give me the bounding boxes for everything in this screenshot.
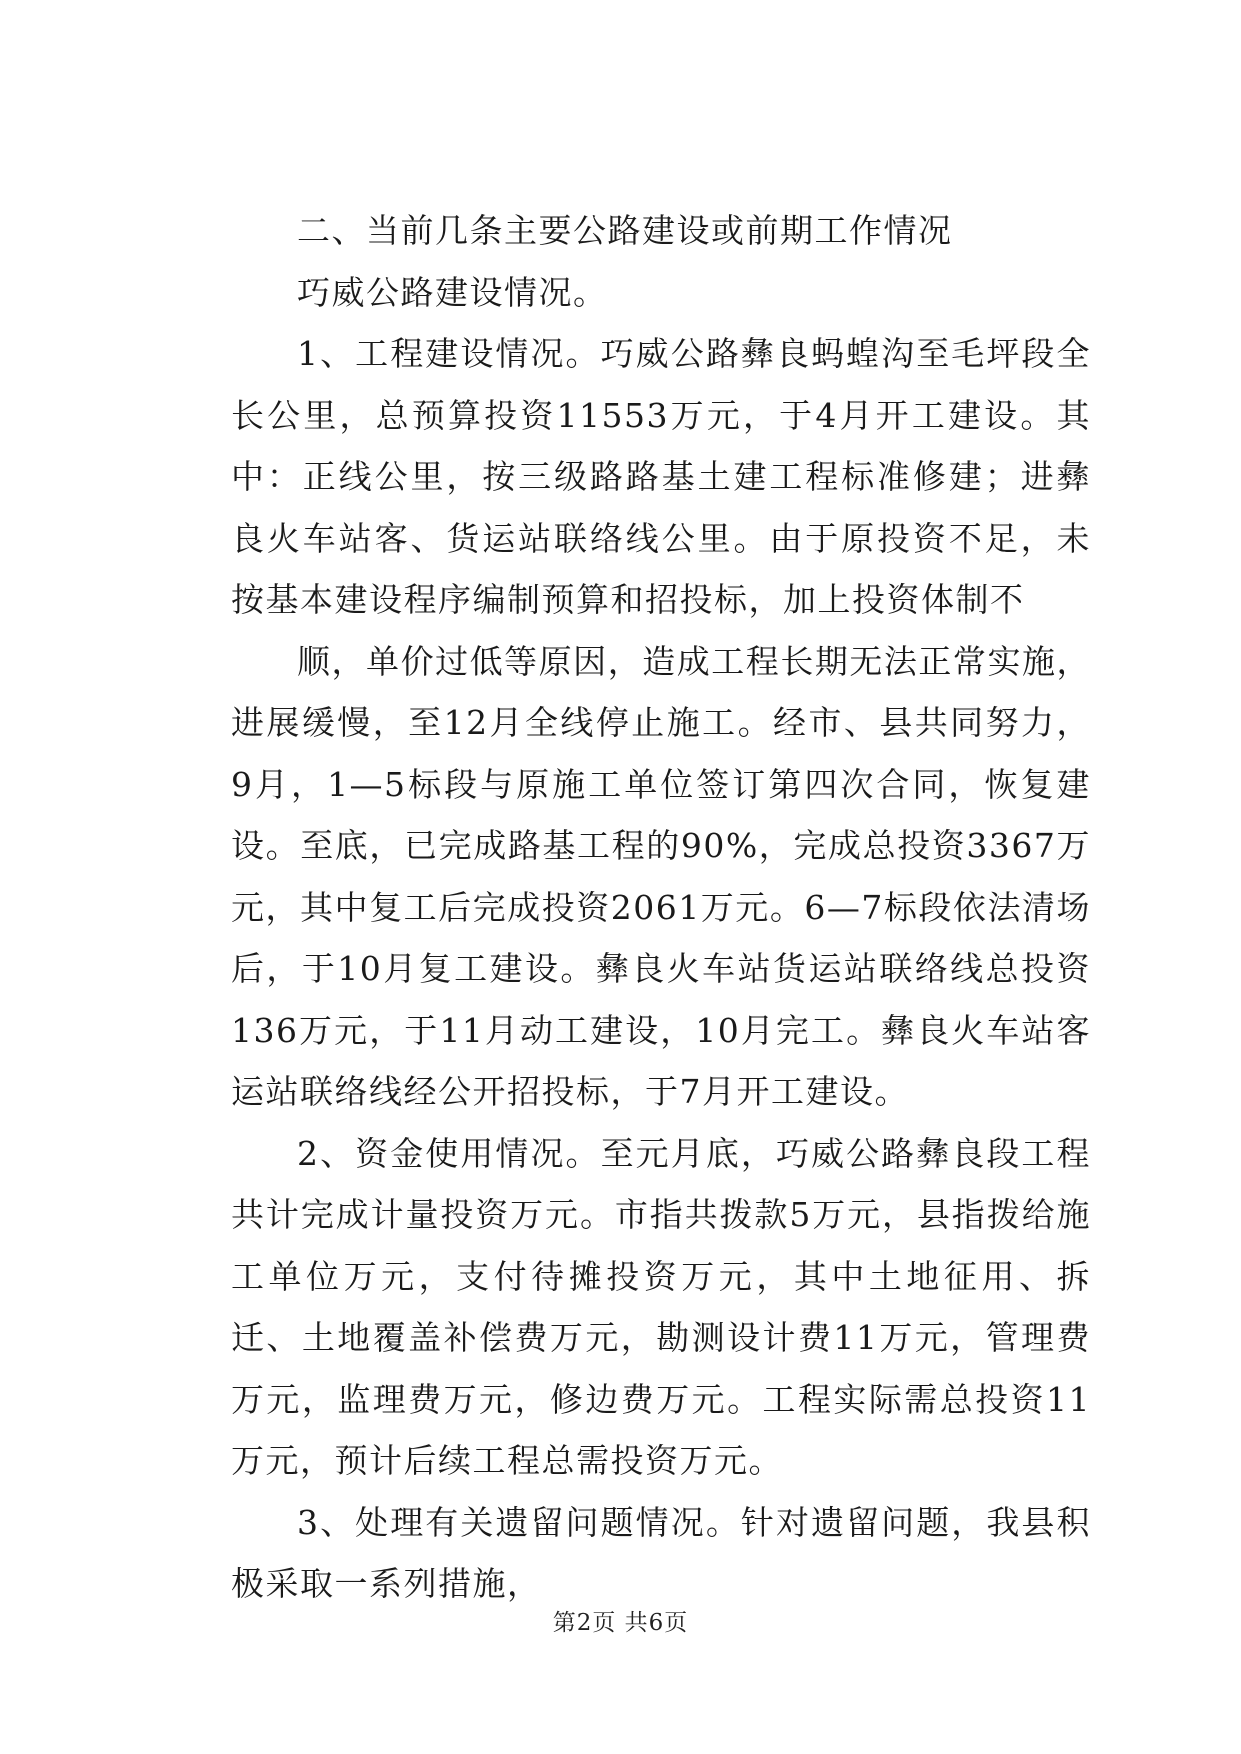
paragraph-construction-continued: 顺，单价过低等原因，造成工程长期无法正常实施，进展缓慢，至12月全线停止施工。经市、县共同努力，9月，1—5标段与原施工单位签订第四次合同，恢复建设。至底，已完成路基工程的90%，完成总投资3367万元，其中复工后完成投资2061万元。6—7标段依法清场后，于10月复工建设。彝良火车站货运站联络线总投资136万元，于11月动工建设，10月完工。彝良火车站客运站联络线经公开招投标，于7月开工建设。 xyxy=(231,641,1091,1111)
paragraph-funds: 2、资金使用情况。至元月底，巧威公路彝良段工程共计完成计量投资万元。市指共拨款5万元，县指拨给施工单位万元，支付待摊投资万元，其中土地征用、拆迁、土地覆盖补偿费万元，勘测设计费11万元，管理费万元，监理费万元，修边费万元。工程实际需总投资11万元，预计后续工程总需投资万元。 xyxy=(231,1133,1091,1480)
document-body xyxy=(231,200,1091,1615)
page-footer: 第2页 共6页 xyxy=(552,1610,689,1636)
subsection-heading: 巧威公路建设情况。 xyxy=(297,272,608,312)
paragraph-construction: 1、工程建设情况。巧威公路彝良蚂蝗沟至毛坪段全长公里，总预算投资11553万元，于4月开工建设。其中：正线公里，按三级路路基土建工程标准修建；进彝良火车站客、货运站联络线公里。由于原投资不足，未按基本建设程序编制预算和招投标，加上投资体制不 xyxy=(231,334,1091,619)
paragraph-legacy-issues: 3、处理有关遗留问题情况。针对遗留问题，我县积极采取一系列措施， xyxy=(231,1502,1091,1603)
section-heading: 二、当前几条主要公路建设或前期工作情况 xyxy=(297,211,953,250)
